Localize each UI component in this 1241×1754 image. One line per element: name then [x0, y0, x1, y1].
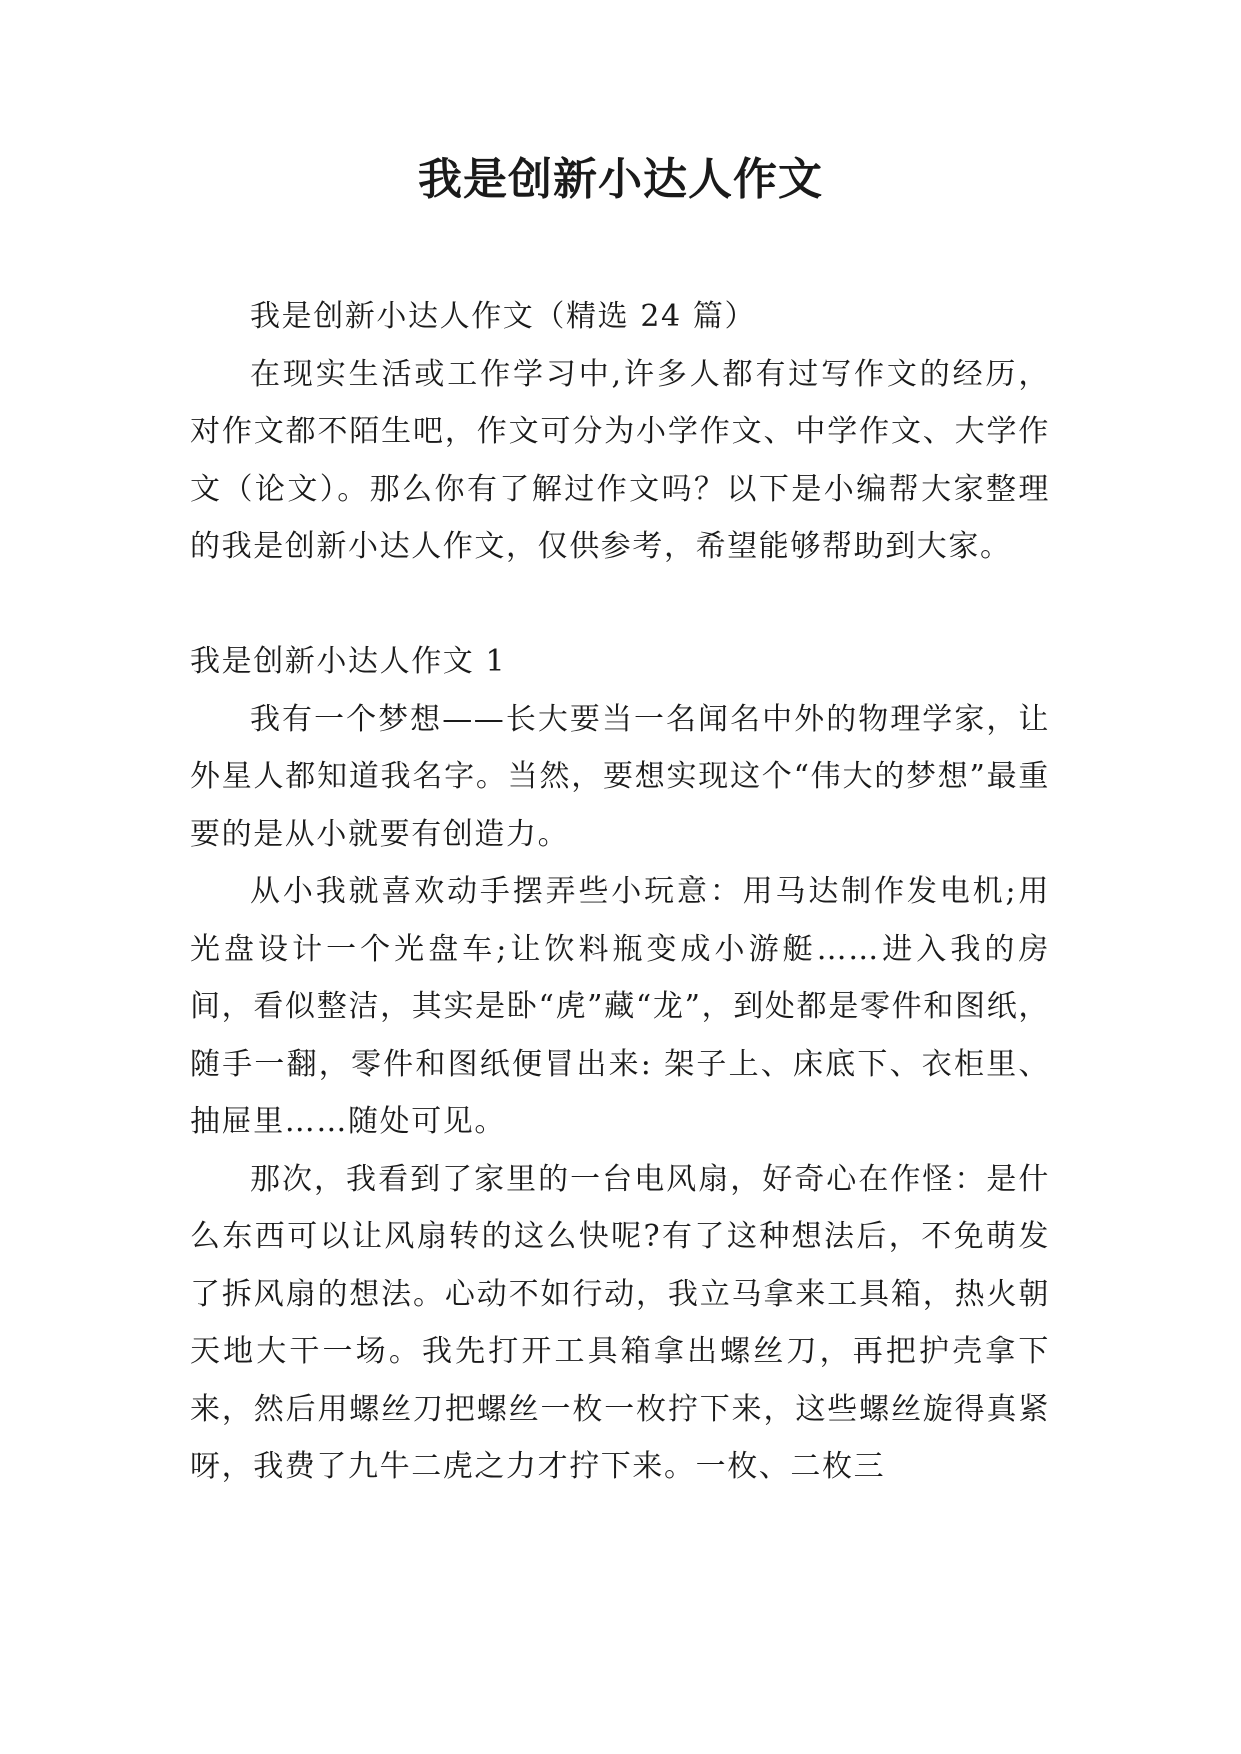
body-paragraph: 从小我就喜欢动手摆弄些小玩意：用马达制作发电机;用光盘设计一个光盘车;让饮料瓶变成小游艇……进入我的房间，看似整洁，其实是卧“虎”藏“龙”，到处都是零件和图纸，随手一翻，零件和图纸便冒出来: 架子上、床底下、衣柜里、抽屉里……随处可见。 [190, 874, 1050, 1139]
body-paragraph: 我有一个梦想——长大要当一名闻名中外的物理学家，让外星人都知道我名字。当然，要想实现这个“伟大的梦想”最重要的是从小就要有创造力。 [190, 701, 1050, 852]
body-paragraph: 那次，我看到了家里的一台电风扇，好奇心在作怪：是什么东西可以让风扇转的这么快呢?有了这种想法后，不免萌发了拆风扇的想法。心动不如行动，我立马拿来工具箱，热火朝天地大干一场。我先打开工具箱拿出螺丝刀，再把护壳拿下来，然后用螺丝刀把螺丝一枚一枚拧下来，这些螺丝旋得真紧呀，我费了九牛二虎之力才拧下来。一枚、二枚三 [190, 1161, 1050, 1484]
document-title: 我是创新小达人作文 [418, 154, 823, 205]
section-heading: 我是创新小达人作文 1 [190, 644, 507, 679]
intro-paragraph: 在现实生活或工作学习中,许多人都有过写作文的经历，对作文都不陌生吧，作文可分为小学作文、中学作文、大学作文（论文）。那么你有了解过作文吗？以下是小编帮大家整理的我是创新小达人作文，仅供参考，希望能够帮助到大家。 [190, 356, 1050, 564]
document-body [190, 288, 1050, 1496]
section-spacer [190, 576, 1050, 634]
document-subtitle: 我是创新小达人作文（精选 24 篇） [250, 299, 757, 334]
